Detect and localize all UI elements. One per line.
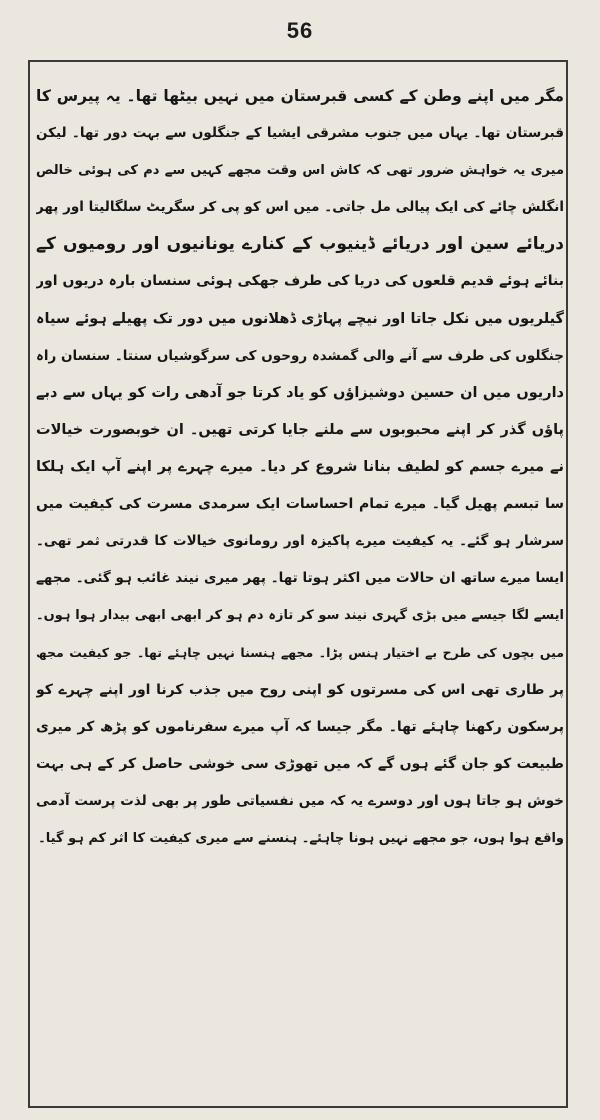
text-line: میری یہ خواہش ضرور تھی کہ کاش اس وقت مجھے کہیں سے دم کی ہوئی خالص [36, 163, 564, 179]
text-line: سا تبسم پھیل گیا۔ میرے تمام احساسات ایک سرمدی مسرت کی کیفیت میں [36, 496, 564, 513]
text-line: خوش ہو جاتا ہوں اور دوسرے یہ کہ میں نفسیاتی طور پر بھی لذت پرست آدمی [36, 792, 564, 809]
text-line: پرسکون رکھنا چاہئے تھا۔ مگر جیسا کہ آپ میرے سفرناموں کو پڑھ کر میری [36, 718, 564, 735]
text-line: بنائے ہوئے قدیم قلعوں کی دریا کی طرف جھکی ہوئی سنسان بارہ دریوں اور [36, 273, 564, 290]
text-line: واقع ہوا ہوں، جو مجھے نہیں ہونا چاہئے۔ ہنسنے سے میری کیفیت کا اثر کم ہو گیا۔ [38, 830, 564, 846]
text-line: مگر میں اپنے وطن کے کسی قبرستان میں نہیں بیٹھا تھا۔ یہ پیرس کا [36, 87, 564, 105]
text-line: جنگلوں کی طرف سے آنے والی گمشدہ روحوں کی سرگوشیاں سنتا۔ سنسان راہ [36, 347, 564, 364]
text-line: گیلریوں میں نکل جاتا اور نیچے پہاڑی ڈھلانوں میں دور تک پھیلے ہوئے سیاہ [36, 310, 564, 327]
text-line: دریائے سین اور دریائے ڈینیوب کے کنارے یونانیوں اور رومیوں کے [36, 234, 564, 255]
text-line: داریوں میں ان حسین دوشیزاؤں کو یاد کرتا جو آدھی رات کو یہاں سے دبے [36, 384, 564, 401]
text-line: طبیعت کو جان گئے ہوں گے کہ میں تھوڑی سی خوشی حاصل کر کے ہی بہت [36, 755, 564, 772]
text-line: پاؤں گذر کر اپنے محبوبوں سے ملنے جایا کرتی تھیں۔ ان خوبصورت خیالات [36, 421, 564, 438]
text-line: سرشار ہو گئے۔ یہ کیفیت میرے پاکیزہ اور رومانوی خیالات کا قدرتی ثمر تھی۔ [36, 533, 564, 550]
text-line: انگلش چائے کی ایک پیالی مل جاتی۔ میں اس کو پی کر سگریٹ سلگالیتا اور پھر [36, 199, 564, 216]
text-line: قبرستان تھا۔ یہاں میں جنوب مشرقی ایشیا کے جنگلوں سے بہت دور تھا۔ لیکن [36, 125, 564, 142]
text-line: نے میرے جسم کو لطیف بنانا شروع کر دیا۔ میرے چہرے پر اپنے آپ ایک ہلکا [36, 458, 564, 475]
body-text [36, 78, 564, 857]
text-line: میں بچوں کی طرح بے اختیار ہنس پڑا۔ مجھے ہنسنا نہیں چاہئے تھا۔ جو کیفیت مجھ [36, 645, 564, 661]
text-line: ایسا میرے ساتھ ان حالات میں اکثر ہوتا تھا۔ پھر میری نیند غائب ہو گئی۔ مجھے [36, 570, 564, 587]
text-line: ایسے لگا جیسے میں بڑی گہری نیند سو کر تازہ دم ہو کر ابھی ابھی بیدار ہوا ہوں۔ [36, 608, 564, 624]
page-number: 56 [286, 18, 314, 43]
text-line: پر طاری تھی اس کی مسرتوں کو اپنی روح میں جذب کرنا اور اپنے چہرے کو [36, 681, 564, 698]
